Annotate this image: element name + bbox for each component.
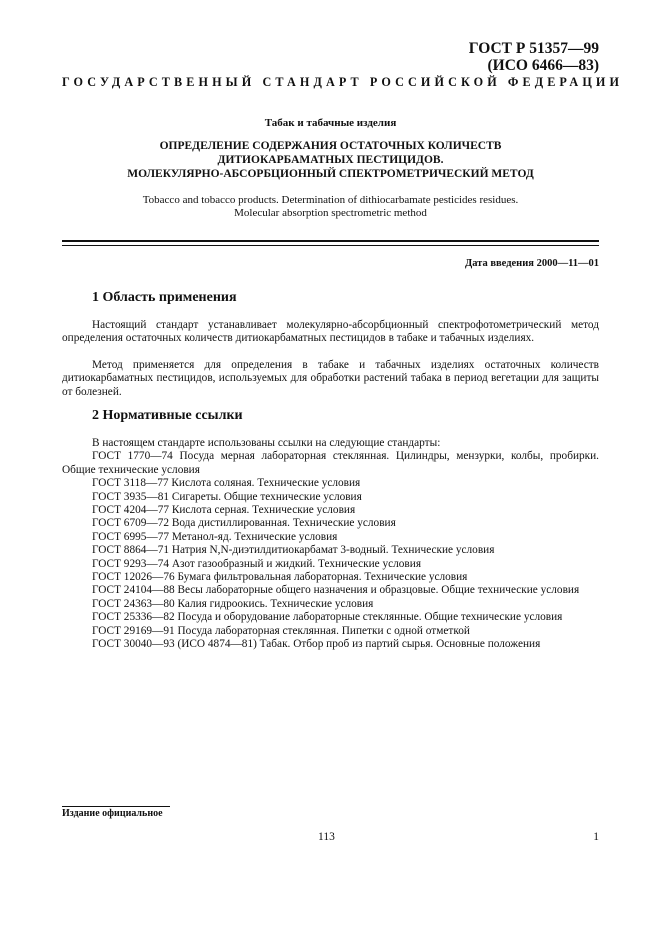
reference-item: ГОСТ 6709—72 Вода дистиллированная. Технические условия — [92, 517, 396, 530]
reference-item: ГОСТ 29169—91 Посуда лабораторная стеклянная. Пипетки с одной отметкой — [92, 624, 470, 637]
page-number: 113 — [318, 831, 335, 843]
reference-item: ГОСТ 6995—77 Метанол-яд. Технические условия — [92, 530, 338, 543]
iso-number: (ИСО 6466—83) — [487, 57, 599, 74]
reference-item: ГОСТ 25336—82 Посуда и оборудование лабораторные стеклянные. Общие технические условия — [92, 611, 563, 624]
scope-paragraph: Настоящий стандарт устанавливает молекулярно-абсорбционный спектрофотометрический метод определения остаточных количеств дитиокарбаматных пестицидов в табаке и табачных изделиях. — [62, 319, 599, 345]
standard-number-block — [469, 40, 599, 74]
sheet-number: 1 — [593, 831, 599, 843]
reference-item: ГОСТ 1770—74 Посуда мерная лабораторная стеклянная. Цилиндры, мензурки, колбы, пробирки. Общие технические условия — [62, 450, 599, 476]
title-line: ДИТИОКАРБАМАТНЫХ ПЕСТИЦИДОВ. — [217, 154, 444, 166]
references-intro: В настоящем стандарте использованы ссылки на следующие стандарты: — [92, 437, 441, 449]
title-divider-thick — [62, 240, 599, 242]
section-heading-references: 2 Нормативные ссылки — [92, 408, 243, 423]
reference-item: ГОСТ 12026—76 Бумага фильтровальная лабораторная. Технические условия — [92, 571, 468, 584]
section-heading-scope: 1 Область применения — [92, 290, 237, 305]
document-subject: Табак и табачные изделия — [264, 117, 397, 129]
reference-item: ГОСТ 8864—71 Натрия N,N-диэтилдитиокарбамат 3-водный. Технические условия — [92, 544, 495, 557]
introduction-date: Дата введения 2000—11—01 — [464, 258, 599, 269]
reference-item: ГОСТ 4204—77 Кислота серная. Технические условия — [92, 504, 356, 517]
title-line: МОЛЕКУЛЯРНО-АБСОРБЦИОННЫЙ СПЕКТРОМЕТРИЧЕСКИЙ МЕТОД — [127, 168, 534, 180]
reference-item: ГОСТ 24363—80 Калия гидроокись. Технические условия — [92, 597, 374, 610]
state-standard-banner: ГОСУДАРСТВЕННЫЙ СТАНДАРТ РОССИЙСКОЙ ФЕДЕРАЦИИ — [62, 75, 624, 89]
title-line: ОПРЕДЕЛЕНИЕ СОДЕРЖАНИЯ ОСТАТОЧНЫХ КОЛИЧЕСТВ — [159, 140, 502, 152]
reference-item: ГОСТ 24104—88 Весы лабораторные общего назначения и образцовые. Общие технические условия — [92, 584, 580, 597]
english-title-line: Tobacco and tobacco products. Determination of dithiocarbamate pesticides residues. — [142, 194, 519, 206]
edition-label: Издание официальное — [62, 808, 163, 819]
reference-item: ГОСТ 3935—81 Сигареты. Общие технические условия — [92, 490, 362, 503]
footer-divider — [62, 806, 170, 807]
reference-item: ГОСТ 30040—93 (ИСО 4874—81) Табак. Отбор проб из партий сырья. Основные положения — [92, 638, 541, 651]
gost-number: ГОСТ Р 51357—99 — [468, 40, 599, 57]
reference-item: ГОСТ 3118—77 Кислота соляная. Технические условия — [92, 477, 361, 490]
english-title — [62, 194, 599, 220]
references-list — [62, 437, 599, 652]
document-title — [62, 139, 599, 181]
english-title-line: Molecular absorption spectrometric method — [234, 207, 427, 219]
title-divider-thin — [62, 245, 599, 246]
scope-paragraph: Метод применяется для определения в табаке и табачных изделиях остаточных количеств дитиокарбаматных пестицидов, используемых для обработки растений табака в период вегетации для защиты от болезней. — [62, 359, 599, 398]
reference-item: ГОСТ 9293—74 Азот газообразный и жидкий. Технические условия — [92, 557, 422, 570]
